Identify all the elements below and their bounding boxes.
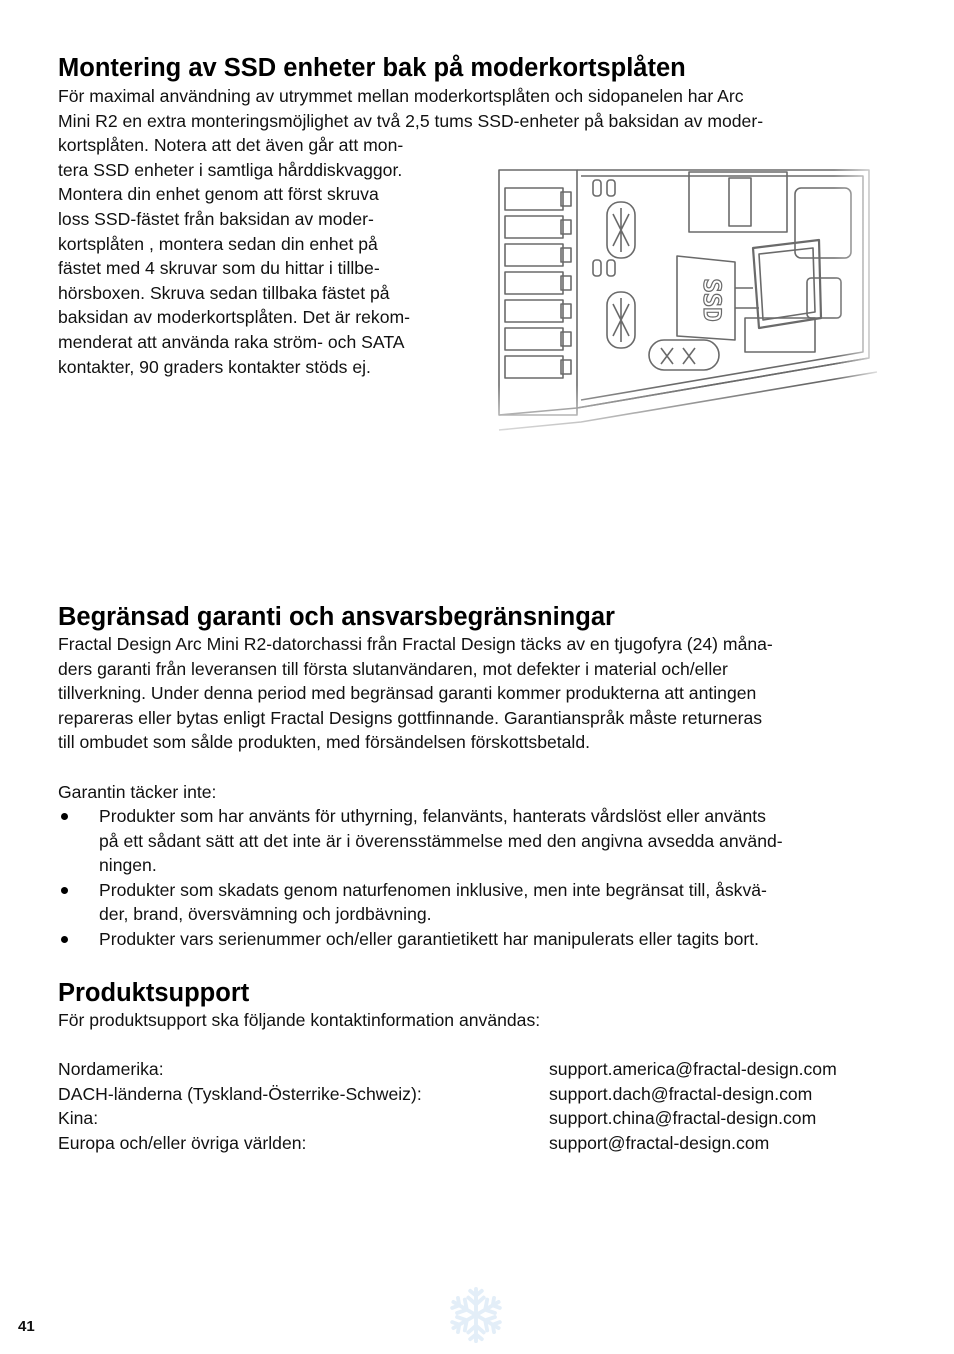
text-line: För maximal användning av utrymmet mellan moderkortsplåten och sidopanelen har Arc [58,86,744,106]
contact-row [58,1082,837,1107]
contact-row [58,1131,837,1156]
contact-row [58,1106,837,1131]
exclusions-list [58,804,783,952]
text-line: Montera din enhet genom att först skruva [58,184,379,205]
text-line: kortsplåten. Notera att det även går att mon- [58,135,404,156]
ssd-mount-illustration [497,168,889,446]
contact-region: Kina: [58,1108,99,1129]
text-line: på ett sådant sätt att det inte är i överensstämmelse med den angivna avsedda använd- [99,830,783,851]
contact-email[interactable]: support.dach@fractal-design.com [549,1083,813,1104]
contact-region: DACH-länderna (Tyskland-Österrike-Schweiz): [58,1083,422,1104]
text-line: loss SSD-fästet från baksidan av moder- [58,208,374,229]
exclusions-intro: Garantin täcker inte: [58,782,217,802]
list-item [58,804,783,878]
support-contacts [58,1057,837,1155]
section-title-support: Produktsupport [58,979,250,1007]
contact-email[interactable]: support.america@fractal-design.com [549,1059,837,1079]
contact-region: Europa och/eller övriga världen: [58,1132,307,1153]
text-line: Produkter som skadats genom naturfenomen inklusive, men inte begränsat till, åskvä- [99,879,767,900]
text-line: repareras eller bytas enligt Fractal Designs gottfinnande. Garantianspråk måste returneras [58,707,763,728]
text-line: ningen. [99,855,157,876]
snowflake-icon [447,1286,505,1344]
contact-email[interactable]: support@fractal-design.com [549,1132,770,1153]
section-title-ssd-mounting: Montering av SSD enheter bak på moderkortsplåten [58,54,686,82]
list-item [58,927,783,952]
text-line: tera SSD enheter i samtliga hårddiskvaggor. [58,159,403,180]
text-line: till ombudet som sålde produkten, med försändelsen förskottsbetald. [58,732,591,753]
text-line: baksidan av moderkortsplåten. Det är rekom- [58,307,411,328]
text-line: Mini R2 en extra monteringsmöjlighet av två 2,5 tums SSD-enheter på baksidan av moder- [58,110,764,131]
text-line: kontakter, 90 graders kontakter stöds ej. [58,356,371,377]
text-line: der, brand, översvämning och jordbävning. [99,904,432,925]
contact-region: Nordamerika: [58,1059,164,1079]
page-number: 41 [18,1318,35,1335]
text-line: Fractal Design Arc Mini R2-datorchassi från Fractal Design täcks av en tjugofyra (24) måna- [58,634,773,654]
contact-row [58,1057,837,1082]
support-intro: För produktsupport ska följande kontaktinformation användas: [58,1010,541,1030]
contact-email[interactable]: support.china@fractal-design.com [549,1108,817,1129]
text-line: Produkter som har använts för uthyrning, felanvänts, hanterats vårdslöst eller använts [99,806,766,826]
text-line: tillverkning. Under denna period med begränsad garanti kommer produkterna att antingen [58,683,757,704]
text-line: Produkter vars serienummer och/eller garantietikett har manipulerats eller tagits bort. [99,928,760,949]
text-line: menderat att använda raka ström- och SATA [58,331,405,352]
warranty-paragraph [58,632,773,755]
text-line: hörsboxen. Skruva sedan tillbaka fästet på [58,282,390,303]
text-line: fästet med 4 skruvar som du hittar i tillbe- [58,258,380,279]
text-line: ders garanti från leveransen till första slutanvändaren, mot defekter i material och/eller [58,658,728,679]
section-title-warranty: Begränsad garanti och ansvarsbegränsningar [58,603,615,631]
text-line: kortsplåten , montera sedan din enhet på [58,233,378,254]
list-item [58,878,783,927]
